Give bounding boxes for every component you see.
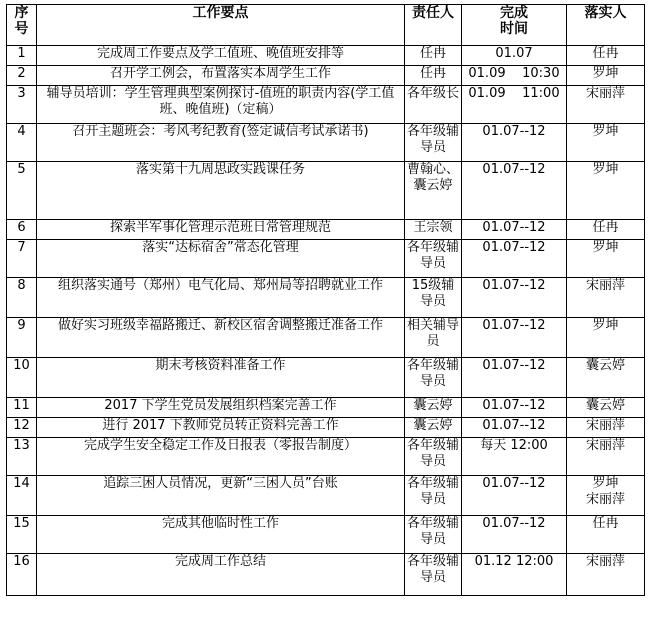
row-owner: 任冉 [405, 66, 462, 86]
row-owner: 各年级长 [405, 86, 462, 124]
row-time: 01.07--12 [462, 358, 567, 398]
row-owner: 各年级辅导员 [405, 124, 462, 162]
row-task: 召开主题班会：考风考纪教育(签定诚信考试承诺书) [37, 124, 405, 162]
table-row [7, 476, 645, 516]
row-executor: 罗坤 [567, 162, 645, 220]
row-executor: 宋丽萍 [567, 418, 645, 438]
row-task: 2017 下学生党员发展组织档案完善工作 [37, 398, 405, 418]
table-row [7, 66, 645, 86]
row-owner: 各年级辅导员 [405, 476, 462, 516]
row-executor: 任冉 [567, 516, 645, 554]
row-owner: 各年级辅导员 [405, 438, 462, 476]
row-executor: 罗坤 [567, 124, 645, 162]
table-row [7, 86, 645, 124]
row-seq: 7 [7, 240, 37, 278]
row-seq: 11 [7, 398, 37, 418]
table-row [7, 278, 645, 318]
table-row [7, 220, 645, 240]
header-owner: 责任人 [405, 5, 462, 46]
row-task: 召开学工例会，布置落实本周学生工作 [37, 66, 405, 86]
row-executor: 宋丽萍 [567, 438, 645, 476]
row-task: 辅导员培训：学生管理典型案例探讨-值班的职责内容(学工值班、晚值班)（定稿） [37, 86, 405, 124]
row-seq: 12 [7, 418, 37, 438]
row-executor: 任冉 [567, 220, 645, 240]
table-row [7, 124, 645, 162]
table-row [7, 516, 645, 554]
row-owner: 相关辅导员 [405, 318, 462, 358]
row-time: 01.07--12 [462, 278, 567, 318]
table-row [7, 46, 645, 66]
row-executor: 罗坤 [567, 240, 645, 278]
row-task: 进行 2017 下教师党员转正资料完善工作 [37, 418, 405, 438]
row-time: 01.07--12 [462, 418, 567, 438]
row-time: 01.12 12:00 [462, 554, 567, 596]
row-executor: 宋丽萍 [567, 554, 645, 596]
row-owner: 15级辅导员 [405, 278, 462, 318]
table-row [7, 318, 645, 358]
row-owner: 曹翰心、囊云婷 [405, 162, 462, 220]
row-time: 01.09 10:30 [462, 66, 567, 86]
row-task: 落实第十九周思政实践课任务 [37, 162, 405, 220]
header-row [7, 5, 645, 46]
row-executor: 罗坤 [567, 318, 645, 358]
row-executor: 囊云婷 [567, 398, 645, 418]
row-executor: 罗坤 [567, 66, 645, 86]
row-seq: 1 [7, 46, 37, 66]
row-owner: 囊云婷 [405, 398, 462, 418]
row-time: 01.07 [462, 46, 567, 66]
row-task: 探索半军事化管理示范班日常管理规范 [37, 220, 405, 240]
row-time: 01.09 11:00 [462, 86, 567, 124]
row-owner: 各年级辅导员 [405, 516, 462, 554]
row-task: 完成周工作总结 [37, 554, 405, 596]
row-seq: 10 [7, 358, 37, 398]
row-seq: 13 [7, 438, 37, 476]
row-owner: 王宗领 [405, 220, 462, 240]
row-seq: 5 [7, 162, 37, 220]
row-time: 01.07--12 [462, 220, 567, 240]
header-executor: 落实人 [567, 5, 645, 46]
row-time: 01.07--12 [462, 124, 567, 162]
row-seq: 14 [7, 476, 37, 516]
table-row [7, 358, 645, 398]
row-owner: 各年级辅导员 [405, 240, 462, 278]
row-owner: 各年级辅导员 [405, 358, 462, 398]
table-body [7, 46, 645, 596]
row-seq: 3 [7, 86, 37, 124]
header-task: 工作要点 [37, 5, 405, 46]
row-seq: 2 [7, 66, 37, 86]
work-plan-table [6, 4, 645, 596]
row-seq: 4 [7, 124, 37, 162]
table-row [7, 554, 645, 596]
row-executor: 囊云婷 [567, 358, 645, 398]
row-time: 01.07--12 [462, 240, 567, 278]
row-executor: 罗坤 宋丽萍 [567, 476, 645, 516]
row-task: 完成其他临时性工作 [37, 516, 405, 554]
row-task: 落实“达标宿舍”常态化管理 [37, 240, 405, 278]
row-executor: 宋丽萍 [567, 86, 645, 124]
row-time: 01.07--12 [462, 398, 567, 418]
row-executor: 宋丽萍 [567, 278, 645, 318]
header-seq: 序号 [7, 5, 37, 46]
row-seq: 16 [7, 554, 37, 596]
row-seq: 15 [7, 516, 37, 554]
row-seq: 9 [7, 318, 37, 358]
row-time: 01.07--12 [462, 476, 567, 516]
table-row [7, 418, 645, 438]
table-row [7, 162, 645, 220]
row-time: 01.07--12 [462, 318, 567, 358]
row-task: 追踪三困人员情况，更新“三困人员”台账 [37, 476, 405, 516]
table-row [7, 240, 645, 278]
table-row [7, 398, 645, 418]
row-time: 01.07--12 [462, 516, 567, 554]
row-task: 组织落实通号（郑州）电气化局、郑州局等招聘就业工作 [37, 278, 405, 318]
row-task: 完成学生安全稳定工作及日报表（零报告制度） [37, 438, 405, 476]
row-task: 期末考核资料准备工作 [37, 358, 405, 398]
row-executor: 任冉 [567, 46, 645, 66]
row-task: 完成周工作要点及学工值班、晚值班安排等 [37, 46, 405, 66]
row-seq: 6 [7, 220, 37, 240]
header-time: 完成 时间 [462, 5, 567, 46]
row-task: 做好实习班级幸福路搬迁、新校区宿舍调整搬迁准备工作 [37, 318, 405, 358]
row-time: 01.07--12 [462, 162, 567, 220]
row-seq: 8 [7, 278, 37, 318]
row-owner: 任冉 [405, 46, 462, 66]
table-row [7, 438, 645, 476]
row-time: 每天 12:00 [462, 438, 567, 476]
row-owner: 各年级辅导员 [405, 554, 462, 596]
row-owner: 囊云婷 [405, 418, 462, 438]
